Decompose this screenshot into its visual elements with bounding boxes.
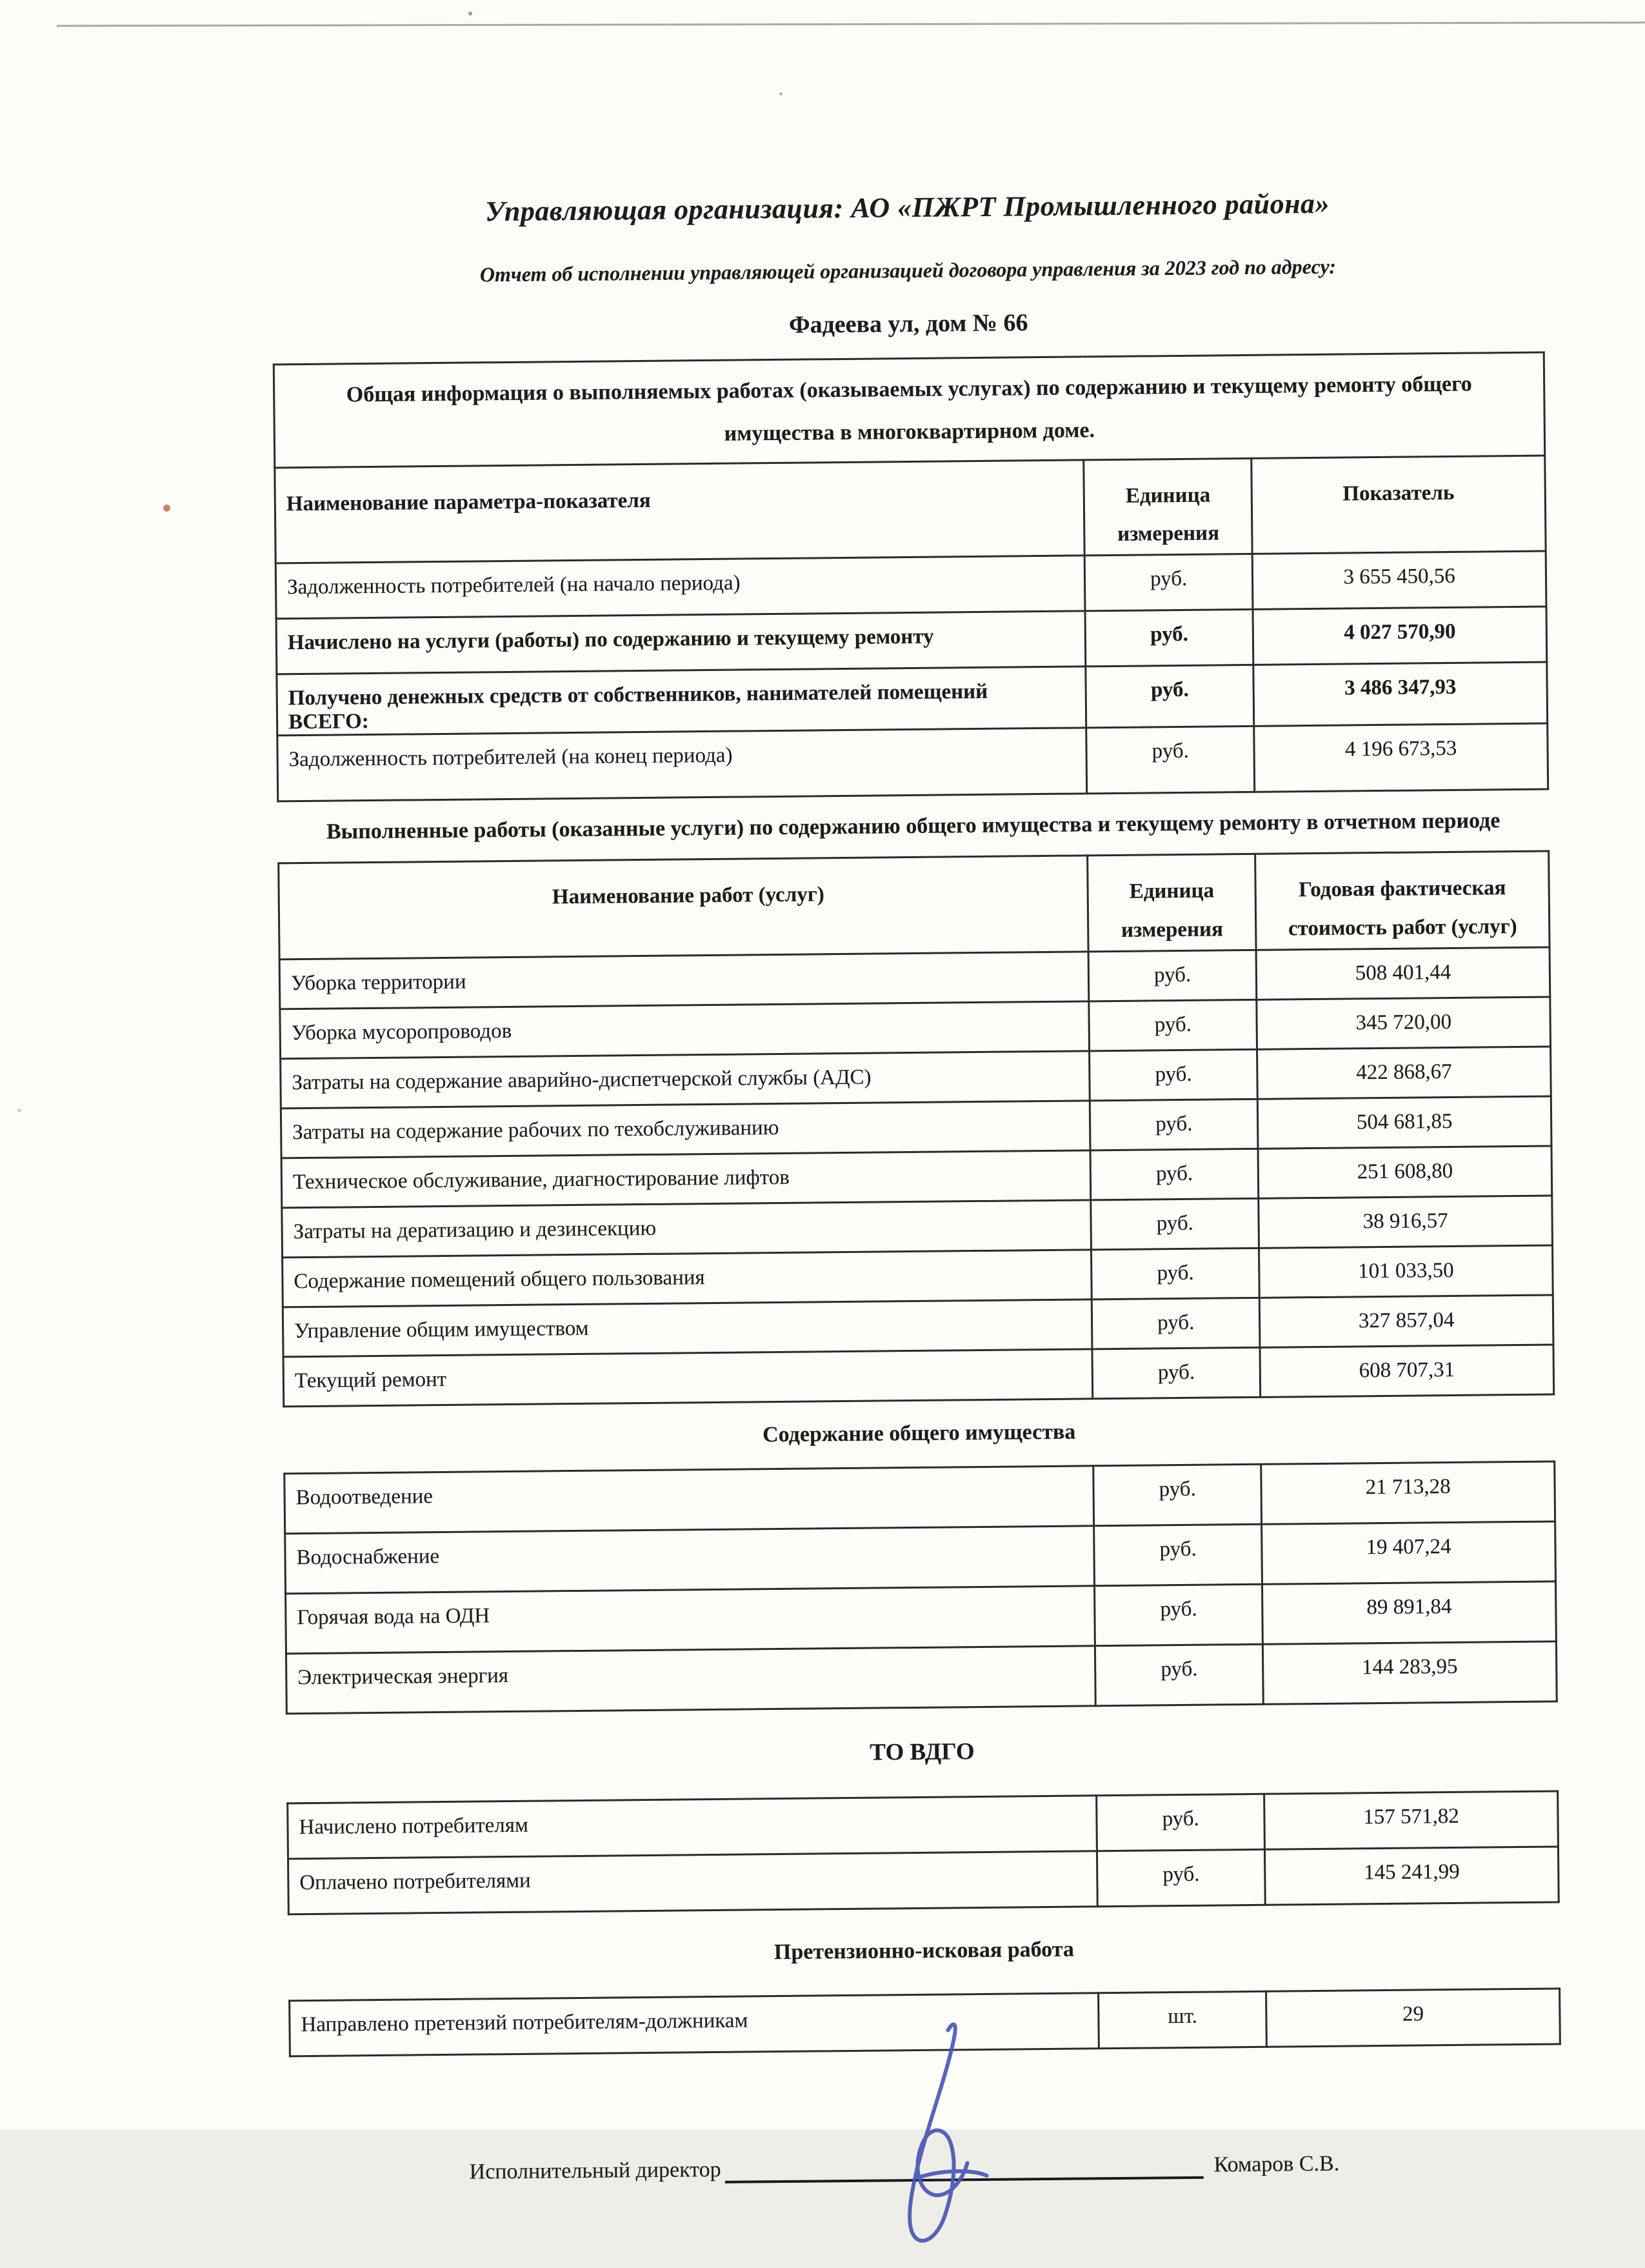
work-value: 345 720,00: [1257, 997, 1551, 1049]
param-unit: руб.: [1084, 554, 1253, 611]
scan-artifact: [17, 1109, 21, 1112]
item-unit: руб.: [1093, 1464, 1262, 1525]
param-unit: руб.: [1086, 665, 1254, 728]
vdgo-table: [286, 1791, 1560, 1916]
claims-section-title: Претензионно-исковая работа: [773, 1937, 1075, 1965]
item-name: Водоснабжение: [285, 1526, 1095, 1594]
work-value: 422 868,67: [1257, 1047, 1551, 1099]
item-name: Направлено претензий потребителям-должникам: [290, 1993, 1099, 2056]
item-value: 19 407,24: [1262, 1521, 1556, 1584]
work-value: 251 608,80: [1258, 1146, 1552, 1198]
item-value: 144 283,95: [1263, 1641, 1557, 1704]
signature-line: [724, 2151, 1203, 2183]
work-unit: руб.: [1090, 1049, 1258, 1100]
table-caption-row: [274, 352, 1544, 467]
item-value: 21 713,28: [1261, 1461, 1555, 1524]
maintenance-table: [283, 1460, 1558, 1714]
item-value: 157 571,82: [1264, 1791, 1559, 1849]
org-title: Управляющая организация: АО «ПЖРТ Промышленного района»: [484, 187, 1330, 228]
table-header-row: [279, 851, 1550, 959]
param-name: Задолженность потребителей (на конец периода): [277, 728, 1087, 801]
item-unit: руб.: [1097, 1850, 1266, 1907]
item-name: Водоотведение: [284, 1466, 1094, 1534]
signature-block: [290, 2147, 1562, 2188]
table-header-row: [275, 456, 1546, 564]
signature-role: Исполнительный директор: [469, 2158, 721, 2184]
table-row: [286, 1641, 1557, 1714]
work-name: Уборка территории: [279, 952, 1089, 1009]
item-name: Горячая вода на ОДН: [286, 1586, 1095, 1654]
handwritten-signature-icon: [872, 2016, 1022, 2262]
item-unit: шт.: [1099, 1991, 1267, 2048]
work-unit: руб.: [1090, 1099, 1259, 1150]
item-unit: руб.: [1095, 1584, 1263, 1645]
item-value: 145 241,99: [1265, 1847, 1559, 1905]
work-value: 608 707,31: [1260, 1345, 1554, 1397]
col-header-unit: Единица измерения: [1088, 854, 1256, 952]
address-title: Фадеева ул, дом № 66: [788, 309, 1028, 339]
table-row: [277, 662, 1548, 736]
col-header-name: Наименование работ (услуг): [279, 856, 1089, 959]
document-content: [269, 0, 1562, 2187]
work-value: 508 401,44: [1256, 947, 1550, 999]
work-value: 38 916,57: [1259, 1196, 1553, 1248]
work-name: Техническое обслуживание, диагностирование лифтов: [281, 1150, 1091, 1208]
signature-name: Комаров С.В.: [1213, 2151, 1340, 2177]
table-caption: Общая информация о выполняемых работах (оказываемых услугах) по содержанию и текущему ремонту общего имущества в многоквартирном доме.: [274, 352, 1544, 467]
item-unit: руб.: [1094, 1524, 1262, 1585]
item-unit: руб.: [1095, 1644, 1264, 1705]
work-unit: руб.: [1088, 950, 1257, 1001]
scan-artifact: [163, 505, 170, 512]
report-title: Отчет об исполнении управляющей организацией договора управления за 2023 год по адресу:: [479, 254, 1337, 286]
work-unit: руб.: [1090, 1149, 1259, 1199]
table-row: [290, 1989, 1560, 2056]
param-value: 3 655 450,56: [1252, 551, 1546, 609]
item-value: 29: [1266, 1989, 1560, 2047]
maintenance-section-title: Содержание общего имущества: [762, 1420, 1076, 1447]
col-header-name: Наименование параметра-показателя: [275, 459, 1085, 563]
work-unit: руб.: [1092, 1248, 1260, 1299]
col-header-value: Годовая фактическая стоимость работ (услуг): [1255, 851, 1550, 950]
general-info-table: [273, 352, 1549, 803]
work-value: 101 033,50: [1259, 1245, 1553, 1298]
param-value: 4 196 673,53: [1254, 723, 1548, 792]
col-header-value: Показатель: [1251, 456, 1546, 554]
item-name: Оплачено потребителями: [288, 1851, 1098, 1914]
works-section-title: Выполненные работы (оказанные услуги) по содержанию общего имущества и текущему ремонту в отчетном периоде: [326, 808, 1500, 845]
item-unit: руб.: [1097, 1794, 1265, 1851]
work-name: Затраты на содержание аварийно-диспетчерской службы (АДС): [281, 1051, 1090, 1109]
work-name: Уборка мусоропроводов: [280, 1001, 1090, 1059]
work-name: Управление общим имуществом: [283, 1300, 1092, 1357]
works-table: [277, 850, 1555, 1408]
work-unit: руб.: [1092, 1347, 1261, 1398]
work-name: Текущий ремонт: [283, 1349, 1093, 1407]
param-name: Получено денежных средств от собственников, нанимателей помещений ВСЕГО:: [277, 667, 1086, 736]
param-name: Начислено на услуги (работы) по содержанию и текущему ремонту: [276, 611, 1086, 674]
param-unit: руб.: [1086, 727, 1255, 794]
work-unit: руб.: [1091, 1198, 1259, 1249]
item-value: 89 891,84: [1262, 1581, 1557, 1644]
work-name: Содержание помещений общего пользования: [283, 1250, 1092, 1307]
table-row: [277, 723, 1548, 801]
param-name: Задолженность потребителей (на начало периода): [275, 556, 1085, 619]
work-name: Затраты на содержание рабочих по техобслуживанию: [281, 1101, 1090, 1158]
claims-table: [288, 1988, 1561, 2058]
param-unit: руб.: [1085, 610, 1253, 667]
vdgo-section-title: ТО ВДГО: [870, 1738, 975, 1766]
work-unit: руб.: [1089, 999, 1257, 1050]
work-value: 327 857,04: [1259, 1295, 1553, 1347]
work-name: Затраты на дератизацию и дезинсекцию: [282, 1200, 1092, 1258]
work-unit: руб.: [1092, 1298, 1260, 1349]
item-name: Электрическая энергия: [286, 1646, 1095, 1714]
col-header-unit: Единица измерения: [1084, 458, 1252, 556]
item-name: Начислено потребителям: [288, 1796, 1097, 1859]
work-value: 504 681,85: [1257, 1096, 1551, 1149]
param-value: 3 486 347,93: [1253, 662, 1548, 726]
param-value: 4 027 570,90: [1253, 607, 1547, 665]
table-row: [288, 1847, 1559, 1914]
